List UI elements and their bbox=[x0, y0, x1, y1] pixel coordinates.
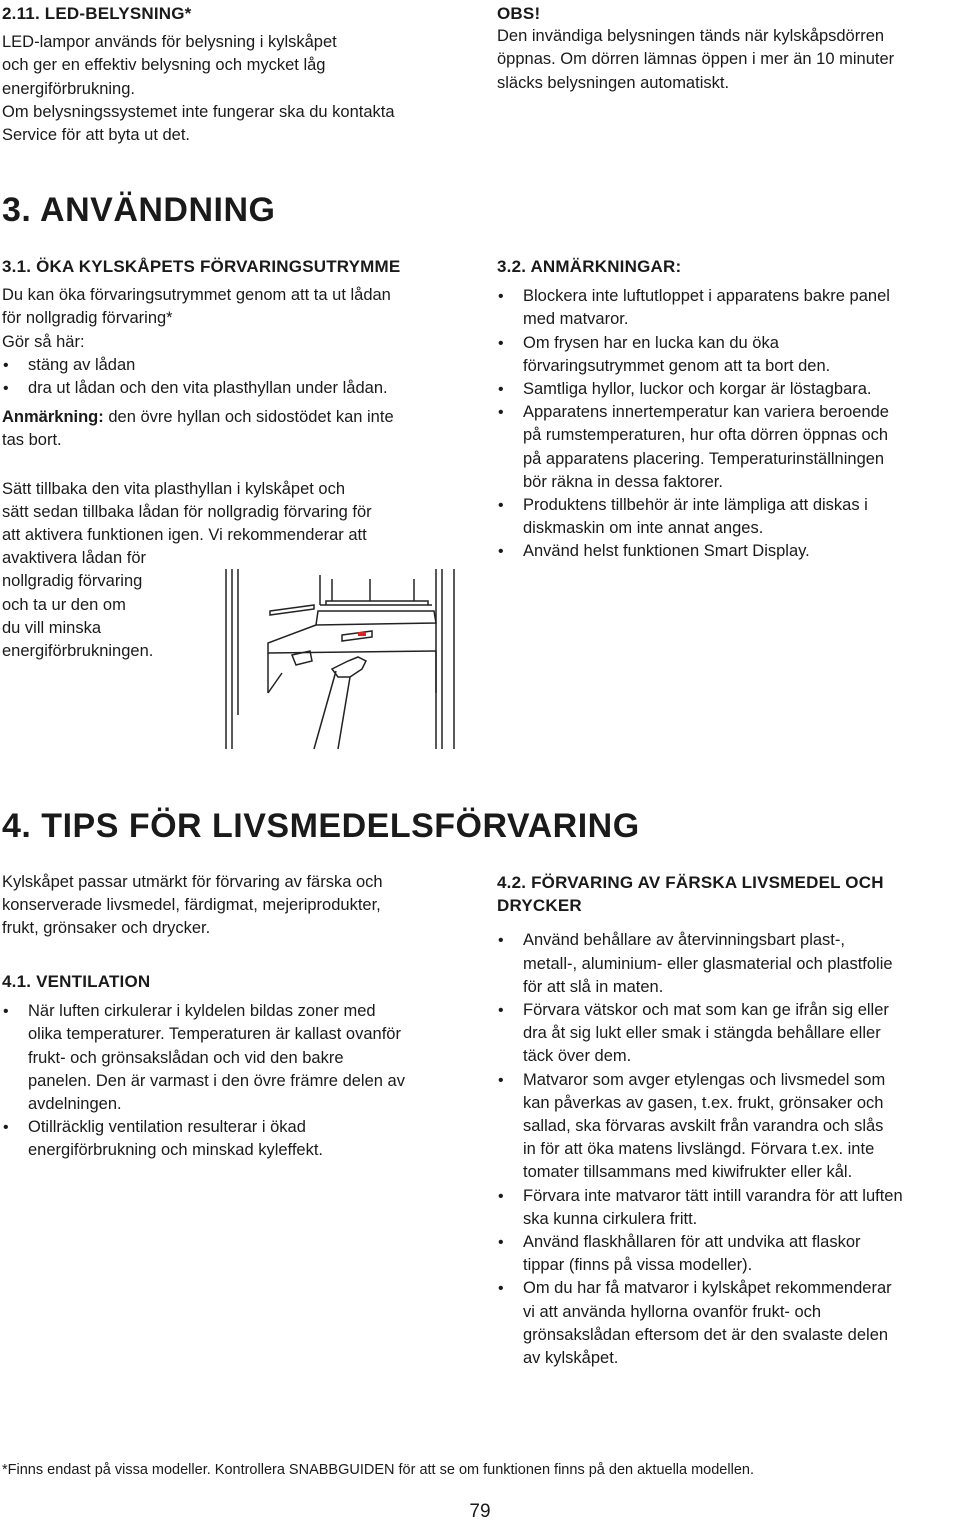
s41-heading: 4.1. VENTILATION bbox=[2, 972, 151, 991]
s32-bullet-line: • Samtliga hyllor, luckor och korgar är löstagbara. bbox=[523, 380, 872, 399]
s42-bullet-line: grönsakslådan eftersom det är den svalaste delen bbox=[523, 1325, 889, 1344]
s42-bullet-line: metall-, aluminium- eller glasmaterial och plastfolie bbox=[523, 954, 893, 973]
s42-bullet bbox=[497, 1069, 959, 1185]
s42-bullet-line: täck över dem. bbox=[523, 1047, 632, 1066]
s41-bullet-line: • När luften cirkulerar i kyldelen bildas zoner med bbox=[28, 1002, 376, 1021]
s42-bullet bbox=[497, 1231, 959, 1277]
s42-heading-2: DRYCKER bbox=[497, 896, 582, 916]
s32-bullet-line: bör räkna in dessa faktorer. bbox=[523, 472, 723, 491]
s32-bullet-line: • Använd helst funktionen Smart Display. bbox=[523, 542, 810, 561]
s31-note-text-2: tas bort. bbox=[2, 431, 62, 450]
s42-bullet-line: tomater tillsammans med kiwifrukter eller kål. bbox=[523, 1163, 853, 1182]
obs-heading: OBS! bbox=[497, 4, 541, 23]
s31-intro-line: för nollgradig förvaring* bbox=[2, 309, 173, 328]
section-led bbox=[2, 2, 472, 147]
s42-bullet-line: • Förvara vätskor och mat som kan ge ifrån sig eller bbox=[523, 1001, 889, 1020]
fridge-drawer-illustration bbox=[222, 565, 474, 751]
s32-bullet-line: • Om frysen har en lucka kan du öka bbox=[523, 333, 779, 352]
page-number: 79 bbox=[469, 1501, 491, 1522]
s42-bullet-line: sallad, ska förvaras avskilt från varandra och slås bbox=[523, 1117, 884, 1136]
s42-bullet-line: av kylskåpet. bbox=[523, 1349, 619, 1368]
s31-note-label: Anmärkning: bbox=[2, 408, 104, 427]
s31-bullet: • stäng av lådan bbox=[2, 354, 472, 377]
s41-bullet-line: • Otillräcklig ventilation resulterar i ökad bbox=[28, 1118, 306, 1137]
s31-para-line: avaktivera lådan för bbox=[2, 549, 146, 568]
s32-bullet-line: • Apparatens innertemperatur kan variera beroende bbox=[523, 403, 889, 422]
led-line: Om belysningssystemet inte fungerar ska du kontakta bbox=[2, 102, 395, 121]
s32-bullet bbox=[497, 494, 959, 540]
s42-bullet-line: dra åt sig lukt eller smak i stängda behållare eller bbox=[523, 1024, 881, 1043]
section4-intro-line: frukt, grönsaker och drycker. bbox=[2, 919, 211, 938]
obs-line: Den invändiga belysningen tänds när kylskåpsdörren bbox=[497, 27, 885, 46]
section4-intro bbox=[2, 871, 472, 941]
s32-bullet-line: • Produktens tillbehör är inte lämpliga att diskas i bbox=[523, 496, 868, 515]
s32-bullet-line: • Blockera inte luftutloppet i apparatens bakre panel bbox=[523, 287, 890, 306]
s42-bullet bbox=[497, 1185, 959, 1231]
s32-heading: 3.2. ANMÄRKNINGAR: bbox=[497, 257, 682, 276]
section-4-2 bbox=[497, 871, 959, 1370]
s42-bullet-line: för att slå in maten. bbox=[523, 977, 664, 996]
s31-para-line: du vill minska bbox=[2, 618, 102, 637]
s42-bullet-line: • Förvara inte matvaror tätt intill varandra för att luften bbox=[523, 1186, 903, 1205]
s32-bullet bbox=[497, 332, 959, 378]
s41-bullet-line: frukt- och grönsakslådan och vid den bakre bbox=[28, 1048, 344, 1067]
led-heading: 2.11. LED-BELYSNING* bbox=[2, 4, 192, 23]
s32-bullet bbox=[497, 540, 959, 563]
s31-para-line: och ta ur den om bbox=[2, 595, 126, 614]
s32-bullet bbox=[497, 378, 959, 401]
s42-bullet-line: • Använd flaskhållaren för att undvika att flaskor bbox=[523, 1233, 861, 1252]
s32-bullet bbox=[497, 285, 959, 331]
s31-note-text: den övre hyllan och sidostödet kan inte bbox=[103, 408, 394, 427]
s32-bullet-line: förvaringsutrymmet genom att ta bort den. bbox=[523, 356, 831, 375]
s32-bullet-line: på apparatens placering. Temperaturinställningen bbox=[523, 449, 885, 468]
s31-intro-line: Gör så här: bbox=[2, 332, 85, 351]
s41-bullet-line: avdelningen. bbox=[28, 1095, 122, 1114]
s31-note bbox=[2, 406, 472, 429]
section4-intro-line: konserverade livsmedel, färdigmat, mejeriprodukter, bbox=[2, 896, 381, 915]
section-4-1 bbox=[2, 970, 472, 1163]
s31-para-line: Sätt tillbaka den vita plasthyllan i kylskåpet och bbox=[2, 479, 346, 498]
s32-bullet-line: med matvaror. bbox=[523, 310, 629, 329]
section-obs bbox=[497, 2, 957, 95]
s41-bullet-line: panelen. Den är varmast i den övre främre delen av bbox=[28, 1071, 405, 1090]
s41-bullet bbox=[2, 1116, 472, 1162]
s31-para-line: sätt sedan tillbaka lådan för nollgradig förvaring för bbox=[2, 502, 372, 521]
section-3-2 bbox=[497, 255, 959, 564]
s42-bullet-line: • Använd behållare av återvinningsbart plast-, bbox=[523, 931, 845, 950]
s32-bullet bbox=[497, 401, 959, 494]
s31-para-line: nollgradig förvaring bbox=[2, 572, 143, 591]
footnote: *Finns endast på vissa modeller. Kontrollera SNABBGUIDEN för att se om funktionen finns på den aktuella modellen. bbox=[2, 1462, 754, 1478]
section4-heading: 4. TIPS FÖR LIVSMEDELSFÖRVARING bbox=[2, 807, 640, 845]
s42-heading-1: 4.2. FÖRVARING AV FÄRSKA LIVSMEDEL OCH bbox=[497, 873, 884, 892]
s42-bullet bbox=[497, 999, 959, 1069]
led-line: energiförbrukning. bbox=[2, 79, 135, 98]
s42-bullet-line: tippar (finns på vissa modeller). bbox=[523, 1256, 753, 1275]
s41-bullet bbox=[2, 1000, 472, 1116]
s41-bullet-line: olika temperaturer. Temperaturen är kallast ovanför bbox=[28, 1025, 401, 1044]
section4-intro-line: Kylskåpet passar utmärkt för förvaring av färska och bbox=[2, 873, 383, 891]
led-line: LED-lampor används för belysning i kylskåpet bbox=[2, 33, 337, 52]
s32-bullet-line: diskmaskin om inte annat anges. bbox=[523, 519, 764, 538]
s42-bullet-line: kan påverkas av gasen, t.ex. frukt, grönsaker och bbox=[523, 1093, 884, 1112]
s42-bullet-line: vi att använda hyllorna ovanför frukt- och bbox=[523, 1302, 822, 1321]
led-line: Service för att byta ut det. bbox=[2, 126, 191, 145]
s42-bullet-line: ska kunna cirkulera fritt. bbox=[523, 1209, 698, 1228]
s31-para-line: att aktivera funktionen igen. Vi rekommenderar att bbox=[2, 526, 367, 545]
obs-line: öppnas. Om dörren lämnas öppen i mer än 10 minuter bbox=[497, 50, 895, 69]
s31-heading: 3.1. ÖKA KYLSKÅPETS FÖRVARINGSUTRYMME bbox=[2, 257, 401, 276]
s42-bullet-line: • Om du har få matvaror i kylskåpet rekommenderar bbox=[523, 1279, 892, 1298]
s42-bullet bbox=[497, 929, 959, 999]
s42-bullet-line: in för att öka matens livslängd. Förvara t.ex. inte bbox=[523, 1140, 875, 1159]
obs-line: släcks belysningen automatiskt. bbox=[497, 73, 730, 92]
led-line: och ger en effektiv belysning och mycket låg bbox=[2, 56, 326, 75]
s31-intro-line: Du kan öka förvaringsutrymmet genom att ta ut lådan bbox=[2, 286, 391, 305]
section3-heading: 3. ANVÄNDNING bbox=[2, 191, 276, 229]
s41-bullet-line: energiförbrukning och minskad kyleffekt. bbox=[28, 1141, 324, 1160]
s31-para-line: energiförbrukningen. bbox=[2, 642, 154, 661]
s31-bullet: • dra ut lådan och den vita plasthyllan under lådan. bbox=[2, 377, 472, 400]
s32-bullet-line: på rumstemperaturen, hur ofta dörren öppnas och bbox=[523, 426, 889, 445]
s42-bullet bbox=[497, 1277, 959, 1370]
s42-bullet-line: • Matvaror som avger etylengas och livsmedel som bbox=[523, 1070, 886, 1089]
